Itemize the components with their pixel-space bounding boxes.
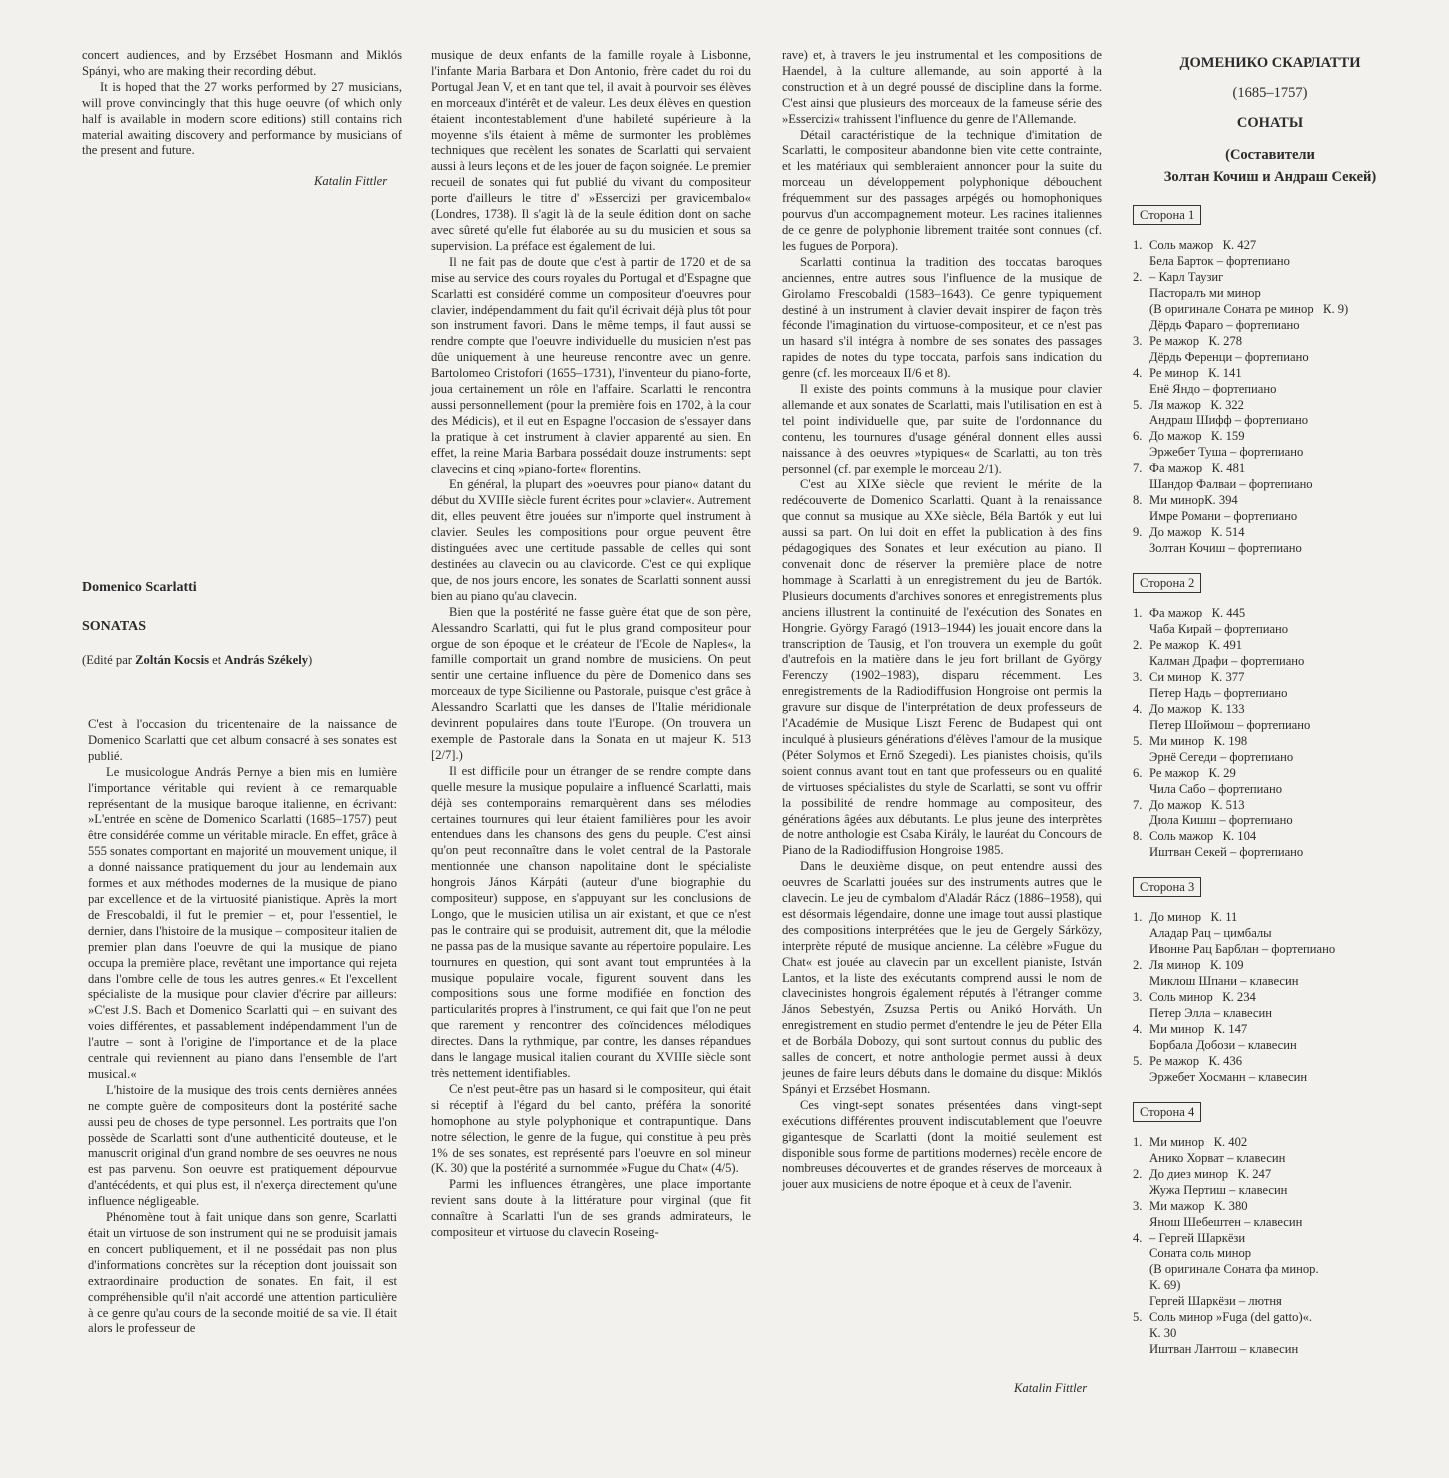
track-line: Чаба Кирай – фортепиано <box>1149 622 1289 637</box>
track-details <box>1149 398 1398 430</box>
russian-track-list <box>1133 205 1398 1374</box>
track-number: 4. <box>1133 701 1143 716</box>
track-item <box>1133 366 1398 398</box>
track-number: 7. <box>1133 797 1143 812</box>
track-details <box>1149 1022 1398 1054</box>
track-title: Ре мажор К. 491 <box>1149 637 1243 652</box>
track-number: 9. <box>1133 525 1143 540</box>
track-details <box>1149 606 1398 638</box>
track-line: Имре Романи – фортепиано <box>1149 509 1298 524</box>
track-title: Ми минор К. 147 <box>1149 1021 1248 1036</box>
track-title: Ре мажор К. 29 <box>1149 765 1236 780</box>
track-line: Дёрдь Ференци – фортепиано <box>1149 349 1309 364</box>
track-details <box>1149 990 1398 1022</box>
track-line: Золтан Кочиш – фортепиано <box>1149 541 1302 556</box>
track-item <box>1133 958 1398 990</box>
track-details <box>1149 670 1398 702</box>
track-title: Ре минор К. 141 <box>1149 365 1242 380</box>
track-item <box>1133 1310 1398 1358</box>
paragraph: Il est difficile pour un étranger de se rendre compte dans quelle mesure la musique populaire a influencé Scarlatti, mais déjà ses contemporains remarquèrent dans ses mélodies certaines tournures qui leur étaient familières pour les avoir entendues dans les chansons des gens du peuple. C'est ainsi qu'on peut reconnaître dans le volet central de la Pastorale mentionnée une chanson napolitaine dont le spécialiste hongrois János Kárpáti (auteur d'une biographie du compositeur) suppose, en s'appuyant sur les conclusions de Longo, que le musicien utilisa un air existant, et que ce n'est pas le contraire qui se produisit, autrement dit, que la mélodie ne passa pas de la musique savante au répertoire populaire. Les tournures en question, qui sont avant tout empruntées à la musique populaire vocale, figurent souvent dans les compositions sous une forme modifiée en fonction des particularités propres à l'instrument, ce qui fait que l'on ne peut que rarement y rencontrer des coïncidences mélodiques directes. Dans la rythmique, par contre, les danses répandues dans le langage musical italien courant du XVIIIe siècle sont très nettement identifiables. <box>431 763 751 1080</box>
track-line: Шандор Фалваи – фортепиано <box>1149 477 1313 492</box>
side-label: Сторона 3 <box>1133 877 1201 897</box>
track-title: Ре мажор К. 436 <box>1149 1053 1243 1068</box>
track-item <box>1133 1199 1398 1231</box>
editor-name: András Székely <box>224 653 309 667</box>
side-label: Сторона 4 <box>1133 1102 1201 1122</box>
track-line: (В оригинале Соната фа минор. <box>1149 1262 1319 1277</box>
track-details <box>1149 829 1398 861</box>
track-details <box>1149 334 1398 366</box>
track-line: Бела Барток – фортепиано <box>1149 253 1290 268</box>
track-item <box>1133 638 1398 670</box>
track-details <box>1149 366 1398 398</box>
track-number: 1. <box>1133 1134 1143 1149</box>
track-line: Эржебет Туша – фортепиано <box>1149 445 1304 460</box>
paragraph: It is hoped that the 27 works performed by 27 musicians, will prove convincingly that this huge oeuvre (of which only half is available in modern score editions) still contains rich material awaiting discovery and performance by musicians of the present and future. <box>82 79 402 158</box>
track-line: Аладар Рац – цимбалы <box>1149 926 1272 941</box>
track-item <box>1133 1167 1398 1199</box>
french-text-column-1 <box>88 717 397 1337</box>
track-line: Гергей Шаркёзи – лютня <box>1149 1294 1282 1309</box>
paragraph: Scarlatti continua la tradition des toccatas baroques anciennes, entre autres sous l'influence de la musique de Girolamo Frescobaldi (1583–1643). Ce genre typiquement destiné à un instrument à clavier devait inspirer de façon très féconde l'imagination du virtuose-compositeur, et ce n'est pas un hasard s'il intégra à nombre de ses sonates des passages rapides de notes du type toccata, parfois sans indication du genre (cf. les morceaux II/6 et 8). <box>782 254 1102 381</box>
track-title: До минор К. 11 <box>1149 910 1238 925</box>
paragraph: Le musicologue András Pernye a bien mis en lumière l'importance véritable qui revient à ce remarquable représentant de la musique baroque italienne, en écrivant: »L'entrée en scène de Domenico Scarlatti (1685–1757) peut être considérée comme un véritable miracle. En effet, grâce à 555 sonates comportant en majorité un mouvement unique, il a donné naissance pratiquement du jour au lendemain aux formes et aux méthodes modernes de la musique de piano par excellence et de la virtuosité pianistique. Après la mort de Frescobaldi, il fut le premier – et, pour l'essentiel, le dernier, dans l'histoire de la musique – compositeur italien de premier plan dans l'oeuvre de qui la musique de piano occupa la première place, revêtant une importance qui rejeta dans l'ombre celle de tous les autres genres.« Et l'excellent spécialiste de la musique pour clavier d'écrire par ailleurs: »C'est J.S. Bach et Domenico Scarlatti qui – en suivant des voies différentes, et passablement indépendamment l'un de l'autre – sont à l'origine de l'importance et de la place centrale qui reviennent au piano dans l'ensemble de l'art musical.« <box>88 764 397 1081</box>
track-line: Петер Элла – клавесин <box>1149 1006 1272 1021</box>
track-details <box>1149 958 1398 990</box>
track-number: 5. <box>1133 1310 1143 1325</box>
paragraph: Il ne fait pas de doute que c'est à partir de 1720 et de sa mise au service des cours royales du Portugal et d'Espagne que Scarlatti est considéré comme un compositeur d'oeuvres pour clavier, indépendamment du fait qu'il écrivait déjà plus tôt pour son instrument favori. Dans le même temps, il faut aussi se rendre compte que l'oeuvre individuelle du musicien n'est pas dûe uniquement à une heureuse rencontre avec un genre. Bartolomeo Cristofori (1655–1731), l'inventeur du piano-forte, joua certainement un rôle en l'affaire. Scarlatti le rencontra aussi personnellement (pour la première fois en 1702, à la cour des Médicis), et il eut en Espagne l'occasion de s'essayer dans la pratique à cet instrument à clavier apparenté au sien. En effet, la reine Maria Barbara possédait douze instruments: sept clavecins et cinq »piano-forte« florentins. <box>431 254 751 476</box>
track-title: – Карл Таузиг <box>1149 269 1224 284</box>
track-item <box>1133 910 1398 958</box>
track-number: 3. <box>1133 990 1143 1005</box>
track-line: (В оригинале Соната ре минор К. 9) <box>1149 301 1349 316</box>
track-details <box>1149 238 1398 270</box>
track-line: Жужа Пертиш – клавесин <box>1149 1182 1288 1197</box>
russian-title: СОНАТЫ <box>1236 115 1304 131</box>
track-title: До мажор К. 133 <box>1149 701 1245 716</box>
track-details <box>1149 766 1398 798</box>
track-number: 4. <box>1133 1230 1143 1245</box>
track-item <box>1133 429 1398 461</box>
paragraph: En général, la plupart des »oeuvres pour piano« datant du début du XVIIIe siècle furent écrites pour »clavier«. Autrement dit, elles peuvent être jouées sur n'importe quel instrument à clavier. Seules les compositions pour orgue peuvent être distinguées avec une certitude passable de celles qui sont destinées au clavecin ou au clavicorde. C'est ce qui explique que, de nos jours encore, les sonates de Scarlatti sonnent aussi bien au piano qu'au clavecin. <box>431 477 751 603</box>
track-number: 1. <box>1133 238 1143 252</box>
english-text-column <box>82 48 402 159</box>
paragraph: musique de deux enfants de la famille royale à Lisbonne, l'infante Maria Barbara et Don Antonio, frère cadet du roi du Portugal Jean V, et en tant que tel, il avait à pourvoir ses élèves en morceaux d'intérêt et de valeur. Les deux élèves en question étaient incontestablement d'une habileté supérieure à la moyenne s'ils étaient à même de surmonter les problèmes techniques que recèlent les sonates de Scarlatti qui servaient aussi à leurs leçons et de les jouer de façon soignée. Le premier recueil de sonates qui fut publié du vivant du compositeur porte d'ailleurs le titre d' »Essercizi per gravicembalo« (Londres, 1738). Il s'agit là de la seule édition dont on sache avec sûreté qu'elle fut élaborée au su du musicien et sous sa supervision. La préface est également de lui. <box>431 48 751 253</box>
side-label: Сторона 2 <box>1133 573 1201 593</box>
track-item <box>1133 238 1398 270</box>
track-number: 6. <box>1133 429 1143 444</box>
track-number: 4. <box>1133 365 1143 380</box>
track-item <box>1133 1231 1398 1311</box>
track-item <box>1133 606 1398 638</box>
track-title: Ля мажор К. 322 <box>1149 397 1244 412</box>
track-line: Андраш Шифф – фортепиано <box>1149 413 1309 428</box>
track-item <box>1133 525 1398 557</box>
track-line: Эржебет Хосманн – клавесин <box>1149 1069 1308 1084</box>
track-title: До мажор К. 513 <box>1149 797 1245 812</box>
track-number: 2. <box>1133 269 1143 284</box>
track-line: К. 30 <box>1149 1326 1177 1341</box>
track-item <box>1133 798 1398 830</box>
side-group <box>1133 877 1398 1085</box>
track-line: Борбала Добози – клавесин <box>1149 1037 1297 1052</box>
track-number: 4. <box>1133 1021 1143 1036</box>
paragraph: Détail caractéristique de la technique d'imitation de Scarlatti, le compositeur abandonne bien vite cette contrainte, et les matériaux qui sembleraient annoncer pour la suite du morceau un développement polyphonique débouchent fréquemment sur des passages arpégés ou homophoniques pourvus d'un accompagnement moteur. Les racines italiennes de ce genre de polyphonie librement traitée sont connues (cf. les fugues de Porpora). <box>782 127 1102 253</box>
track-details <box>1149 461 1398 493</box>
russian-years: (1685–1757) <box>1232 85 1308 101</box>
editors-line <box>82 653 312 668</box>
track-item <box>1133 461 1398 493</box>
paragraph: Phénomène tout à fait unique dans son genre, Scarlatti était un virtuose de son instrument qui ne se produisit jamais en concert publiquement, et il ne possédait pas non plus d'informations concrètes sur la réception dont jouissait son extraordinaire production de sonates. En fait, il est compréhensible qu'il n'ait accordé une attention particulière à ce genre qu'au cours de la seconde moitié de sa vie. Il était alors le professeur de <box>88 1210 397 1336</box>
track-number: 6. <box>1133 765 1143 780</box>
author-signature: Katalin Fittler <box>314 174 388 188</box>
track-title: – Гергей Шаркёзи <box>1149 1230 1246 1245</box>
track-item <box>1133 1022 1398 1054</box>
track-details <box>1149 702 1398 734</box>
track-number: 1. <box>1133 910 1143 925</box>
track-number: 3. <box>1133 1198 1143 1213</box>
composer-heading: Domenico Scarlatti <box>82 580 197 595</box>
track-details <box>1149 910 1398 958</box>
paragraph: Il existe des points communs à la musique pour clavier allemande et aux sonates de Scarlatti, mais l'utilisation en est à tel point individuelle que, par suite de l'ordonnance du contenu, les tournures d'usage général donnent elles aussi naissance à des oeuvres »typiques« de Scarlatti, au ton très personnel (cf. par exemple le morceau 2/1). <box>782 382 1102 476</box>
track-line: Янош Шебештен – клавесин <box>1149 1214 1303 1229</box>
paragraph: C'est au XIXe siècle que revient le mérite de la redécouverte de Domenico Scarlatti. Quant à la renaissance que connut sa musique au XXe siècle, Béla Bartók y eut lui aussi sa part. On lui doit en effet la publication à des fins pédagogiques des Sonates et leur exécution au piano. Il convenait donc de réserver la première place de notre hommage à Scarlatti à un enregistrement du jeu de Bartók. Plusieurs documents d'archives sonores et enregistrements plus anciens illustrent la continuité de l'exécution des Sonates en Hongrie. György Faragó (1913–1944) les jouait encore dans la transcription de Tausig, et l'on trouvera un exemple du goût d'autrefois en la matière dans le jeu fort brillant de György Ferenczy (1902–1983), disparu récemment. Les enregistrements de la Radiodiffusion Hongroise ont permis la gravure sur disque de l'interprétation de deux professeurs de l'Académie de Musique Liszt Ferenc de Budapest qui ont inculqué à plusieurs générations d'élèves l'amour de la musique (Péter Solymos et Ernő Szegedi). Les pianistes choisis, qu'ils soient connus avant tout en tant que professeurs ou en qualité de virtuoses spécialistes du style de Scarlatti, se sont vu offrir la possibilité de rendre hommage au compositeur, des générations âgées aux débutants. Le plus jeune des interprètes de notre anthologie est Csaba Király, le lauréat du Concours de Piano de la Radiodiffusion Hongroise 1985. <box>782 477 1102 858</box>
track-item <box>1133 1054 1398 1086</box>
track-number: 5. <box>1133 1053 1143 1068</box>
track-details <box>1149 493 1398 525</box>
track-item <box>1133 734 1398 766</box>
track-item <box>1133 270 1398 334</box>
track-details <box>1149 1199 1398 1231</box>
track-line: К. 69) <box>1149 1278 1181 1293</box>
track-line: Енё Яндо – фортепиано <box>1149 381 1277 396</box>
editors-suffix: ) <box>308 653 313 667</box>
french-text-column-2 <box>431 48 751 1241</box>
track-details <box>1149 638 1398 670</box>
track-item <box>1133 493 1398 525</box>
side-label: Сторона 1 <box>1133 205 1201 225</box>
track-line: Миклош Шпани – клавесин <box>1149 974 1299 989</box>
track-details <box>1149 525 1398 557</box>
track-title: Соль минор »Fuga (del gatto)«. <box>1149 1310 1313 1325</box>
track-item <box>1133 990 1398 1022</box>
track-line: Эрнё Сегеди – фортепиано <box>1149 749 1294 764</box>
editors-prefix: (Edité par <box>82 653 132 667</box>
track-title: Ми мажор К. 380 <box>1149 1198 1248 1213</box>
track-item <box>1133 334 1398 366</box>
side-group <box>1133 205 1398 557</box>
track-title: До мажор К. 514 <box>1149 525 1245 540</box>
track-line: Дюла Кишш – фортепиано <box>1149 813 1293 828</box>
track-item <box>1133 829 1398 861</box>
track-number: 5. <box>1133 397 1143 412</box>
paragraph: rave) et, à travers le jeu instrumental et les compositions de Haendel, à la culture allemande, au soin apporté à la construction et à un degré poussé de discipline dans la forme. C'est ainsi que plusieurs des morceaux de la fameuse série des »Essercizi« trahissent l'influence du genre de l'Allemande. <box>782 48 1102 126</box>
track-title: Фа мажор К. 481 <box>1149 461 1246 476</box>
track-title: Ля минор К. 109 <box>1149 958 1244 973</box>
side-group <box>1133 1102 1398 1358</box>
track-line: Ивонне Рац Барблан – фортепиано <box>1149 942 1336 957</box>
track-line: Соната соль минор <box>1149 1246 1252 1261</box>
track-line: Петер Надь – фортепиано <box>1149 685 1288 700</box>
track-item <box>1133 670 1398 702</box>
paragraph: Ces vingt-sept sonates présentées dans vingt-sept exécutions différentes prouvent indiscutablement que l'oeuvre gigantesque de Scarlatti (dont la moitié seulement est disponible sous forme de partitions modernes) recèle encore de nombreuses découvertes et de grandes réserves de morceaux à jouer aux musiciens de notre époque et à ceux de l'avenir. <box>782 1097 1102 1192</box>
track-line: Иштван Лантош – клавесин <box>1149 1342 1299 1357</box>
track-item <box>1133 398 1398 430</box>
track-line: Калман Драфи – фортепиано <box>1149 653 1305 668</box>
french-text-column-3 <box>782 48 1102 1193</box>
track-details <box>1149 429 1398 461</box>
track-title: Ми минор К. 198 <box>1149 733 1248 748</box>
side-group <box>1133 573 1398 861</box>
paragraph: Parmi les influences étrangères, une place importante revient sans doute à la littérature pour virginal (que fit connaître à Scarlatti l'un de ses grands admirateurs, le compositeur et virtuose du clavecin Roseing- <box>431 1177 751 1240</box>
paragraph: Bien que la postérité ne fasse guère état que de son père, Alessandro Scarlatti, qui fut le plus grand compositeur pour orgue de son époque et le créateur de l'Ecole de Naples«, la famille comportait un grand nombre de musiciens. On peut sentir une certaine influence du père de Domenico dans ses morceaux de type Sicilienne ou Pastorale, puisque c'est grâce à Alessandro Scarlatti que les danses de l'Italie méridionale devinrent populaires dans toute l'Europe. (On trouvera un exemple de Pastorale dans la Sonata en ut majeur K. 513 [2/7].) <box>431 604 751 762</box>
author-signature: Katalin Fittler <box>1014 1381 1088 1395</box>
track-details <box>1149 1167 1398 1199</box>
paragraph: concert audiences, and by Erzsébet Hosmann and Miklós Spányi, who are making their recording début. <box>82 48 402 78</box>
russian-composer-heading: ДОМЕНИКО СКАРЛАТТИ <box>1179 55 1361 71</box>
track-line: Дёрдь Фараго – фортепиано <box>1149 317 1300 332</box>
track-title: Соль мажор К. 427 <box>1149 238 1257 252</box>
track-details <box>1149 1135 1398 1167</box>
track-title: Ми минор К. 402 <box>1149 1134 1248 1149</box>
track-details <box>1149 1231 1398 1311</box>
russian-compilers: Золтан Кочиш и Андраш Секей) <box>1163 169 1377 185</box>
track-number: 1. <box>1133 606 1143 621</box>
track-number: 5. <box>1133 733 1143 748</box>
track-title: Си минор К. 377 <box>1149 669 1245 684</box>
paragraph: Dans le deuxième disque, on peut entendre aussi des oeuvres de Scarlatti jouées sur des instruments autres que le clavecin. Le jeu de cymbalom d'Aladár Rácz (1886–1958), qui est désormais légendaire, donne une image tout aussi plastique des compositions interprétées que le jeu de Gergely Sárközy, interprète réputé de musique ancienne. La célèbre »Fugue du Chat« est jouée au clavecin par un excellent pianiste, István Lantos, et la liste des exécutants comprend aussi le nom de clavecinistes hongrois également réputés à l'étranger comme János Sebestyén, Zsuzsa Pertis ou Anikó Horváth. Un enregistrement en studio permet d'entendre le jeu de Péter Ella et de Borbála Dobozy, qui sont surtout connus du public des salles de concert, et notre anthologie permet aussi à deux jeunes de faire leurs débuts dans le domaine du disque: Miklós Spányi et Erzsébet Hosmann. <box>782 859 1102 1096</box>
track-number: 3. <box>1133 333 1143 348</box>
editors-conjunction: et <box>212 653 222 667</box>
track-number: 2. <box>1133 958 1143 973</box>
track-details <box>1149 1310 1398 1358</box>
track-title: Ре мажор К. 278 <box>1149 333 1243 348</box>
album-title: SONATAS <box>82 619 147 634</box>
track-number: 8. <box>1133 829 1143 844</box>
russian-compilers: (Составители <box>1225 147 1315 163</box>
track-line: Иштван Секей – фортепиано <box>1149 845 1304 860</box>
track-title: До мажор К. 159 <box>1149 429 1245 444</box>
paragraph: Ce n'est peut-être pas un hasard si le compositeur, qui était si réceptif à l'égard du bel canto, préféra la sonorité homophone au style polyphonique et contrapuntique. Dans notre sélection, le genre de la fugue, qui constitue à peu près 1% de ses sonates, est représenté pars l'oeuvre en sol mineur (K. 30) que la postérité a surnommée »Fugue du Chat« (4/5). <box>431 1081 751 1176</box>
track-line: Пасторалъ ми минор <box>1149 285 1261 300</box>
track-line: Петер Шоймош – фортепиано <box>1149 717 1311 732</box>
track-title: Ми минорК. 394 <box>1149 493 1238 508</box>
editor-name: Zoltán Kocsis <box>135 653 209 667</box>
track-number: 3. <box>1133 669 1143 684</box>
track-number: 7. <box>1133 461 1143 476</box>
track-number: 8. <box>1133 493 1143 508</box>
track-details <box>1149 798 1398 830</box>
track-details <box>1149 734 1398 766</box>
track-line: Чила Сабо – фортепиано <box>1149 781 1283 796</box>
track-title: Соль минор К. 234 <box>1149 990 1256 1005</box>
track-title: Соль мажор К. 104 <box>1149 829 1257 844</box>
track-details <box>1149 1054 1398 1086</box>
paragraph: C'est à l'occasion du tricentenaire de la naissance de Domenico Scarlatti que cet album consacré à ses sonates est publié. <box>88 717 397 763</box>
paragraph: L'histoire de la musique des trois cents dernières années ne compte guère de compositeurs dont la postérité sache aussi peu de choses de type personnel. Les portraits que l'on possède de Scarlatti sont d'une authenticité douteuse, et le manuscrit original d'un grand nombre de ses oeuvres ne nous est pas parvenu. Son oeuvre est pratiquement dépourvue d'antécédents, et qui plus est, il n'exerça directement qu'une influence négligeable. <box>88 1082 397 1209</box>
track-number: 2. <box>1133 1166 1143 1181</box>
track-line: Анико Хорват – клавесин <box>1149 1150 1286 1165</box>
track-item <box>1133 766 1398 798</box>
track-title: До диез минор К. 247 <box>1149 1166 1272 1181</box>
track-item <box>1133 1135 1398 1167</box>
track-title: Фа мажор К. 445 <box>1149 606 1246 621</box>
track-details <box>1149 270 1398 334</box>
track-item <box>1133 702 1398 734</box>
track-number: 2. <box>1133 637 1143 652</box>
